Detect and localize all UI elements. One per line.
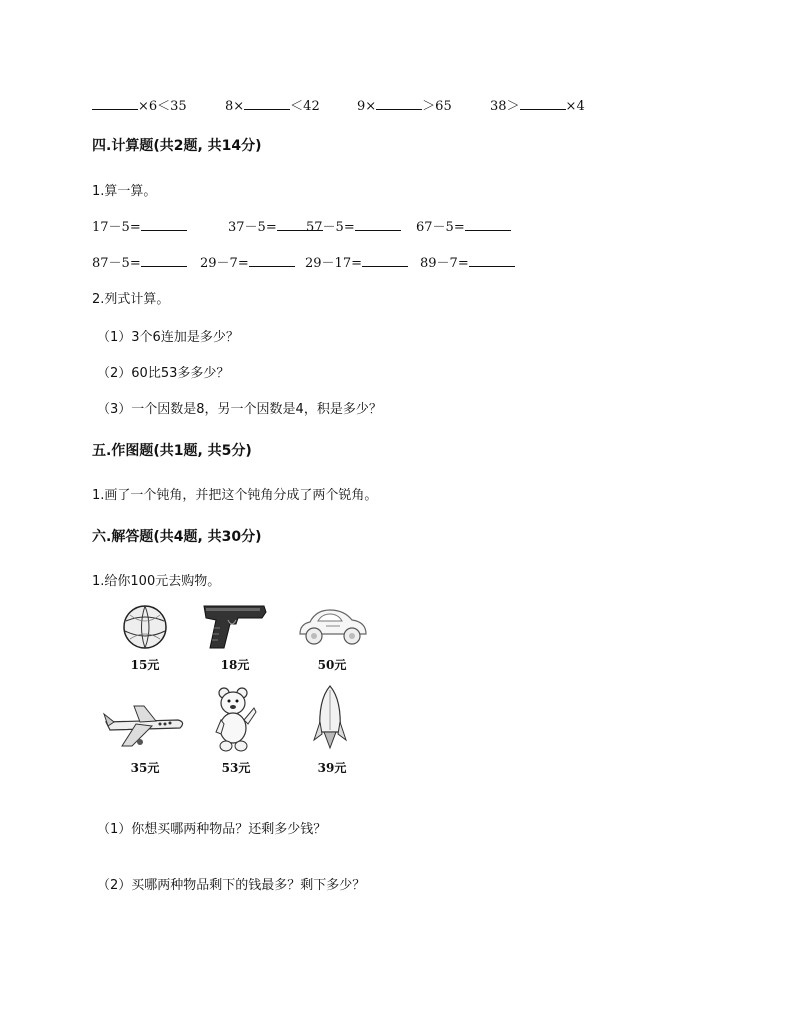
ball-icon (120, 603, 170, 651)
question-6-1: 1.给你100元去购物。 (92, 574, 221, 589)
toy-gun-icon (202, 602, 268, 652)
comparison-2 (225, 95, 320, 114)
answer-blank[interactable] (244, 97, 290, 110)
answer-blank[interactable] (141, 218, 187, 231)
item-price: 35元 (130, 761, 160, 775)
calc-expression: 57－5= (306, 220, 355, 235)
comparison-text: ＜42 (290, 99, 320, 114)
answer-blank[interactable] (465, 218, 511, 231)
answer-blank[interactable] (92, 97, 138, 110)
question-5-1: 1.画了一个钝角，并把这个钝角分成了两个锐角。 (92, 488, 378, 503)
calc-item (305, 252, 408, 271)
answer-blank[interactable] (520, 97, 566, 110)
answer-blank[interactable] (355, 218, 401, 231)
question-4-1-title: 1.算一算。 (92, 184, 157, 199)
calc-item (416, 216, 511, 235)
comparison-3 (357, 95, 452, 114)
calc-expression: 87－5= (92, 256, 141, 271)
section-6-heading: 六.解答题(共4题, 共30分) (92, 529, 262, 545)
calc-item (92, 252, 187, 271)
comparison-text: 9× (357, 99, 377, 114)
answer-blank[interactable] (249, 254, 295, 267)
item-price: 39元 (317, 761, 347, 775)
sub-question: （1）3个6连加是多少？ (97, 330, 239, 345)
item-price: 50元 (317, 658, 347, 672)
calc-item (92, 216, 187, 235)
section-4-heading: 四.计算题(共2题, 共14分) (92, 138, 262, 154)
calc-expression: 29－7= (200, 256, 249, 271)
answer-blank[interactable] (469, 254, 515, 267)
calc-item (306, 216, 401, 235)
calc-expression: 17－5= (92, 220, 141, 235)
answer-blank[interactable] (362, 254, 408, 267)
question-4-2-title: 2.列式计算。 (92, 292, 170, 307)
answer-blank[interactable] (141, 254, 187, 267)
sub-question: （2）买哪两种物品剩下的钱最多？剩下多少？ (97, 878, 366, 893)
comparison-1 (92, 95, 187, 114)
comparison-text: ＞65 (422, 99, 452, 114)
item-price: 15元 (130, 658, 160, 672)
teddy-bear-icon (212, 686, 258, 754)
item-price: 18元 (220, 658, 250, 672)
answer-blank[interactable] (376, 97, 422, 110)
item-price: 53元 (221, 761, 251, 775)
comparison-text: ×6＜35 (138, 99, 187, 114)
comparison-4 (490, 95, 585, 114)
calc-expression: 37－5= (228, 220, 277, 235)
comparison-text: 8× (225, 99, 245, 114)
calc-expression: 29－17= (305, 256, 362, 271)
toy-airplane-icon (100, 700, 186, 752)
section-5-heading: 五.作图题(共1题, 共5分) (92, 443, 252, 459)
comparison-text: ×4 (565, 99, 585, 114)
calc-item (200, 252, 295, 271)
sub-question: （2）60比53多多少？ (97, 366, 230, 381)
comparison-text: 38＞ (490, 99, 520, 114)
calc-item (420, 252, 515, 271)
toy-rocket-icon (312, 684, 348, 754)
sub-question: （1）你想买哪两种物品？还剩多少钱？ (97, 822, 327, 837)
sub-question: （3）一个因数是8，另一个因数是4，积是多少？ (97, 402, 382, 417)
toy-car-icon (296, 604, 370, 650)
calc-expression: 67－5= (416, 220, 465, 235)
calc-expression: 89－7= (420, 256, 469, 271)
